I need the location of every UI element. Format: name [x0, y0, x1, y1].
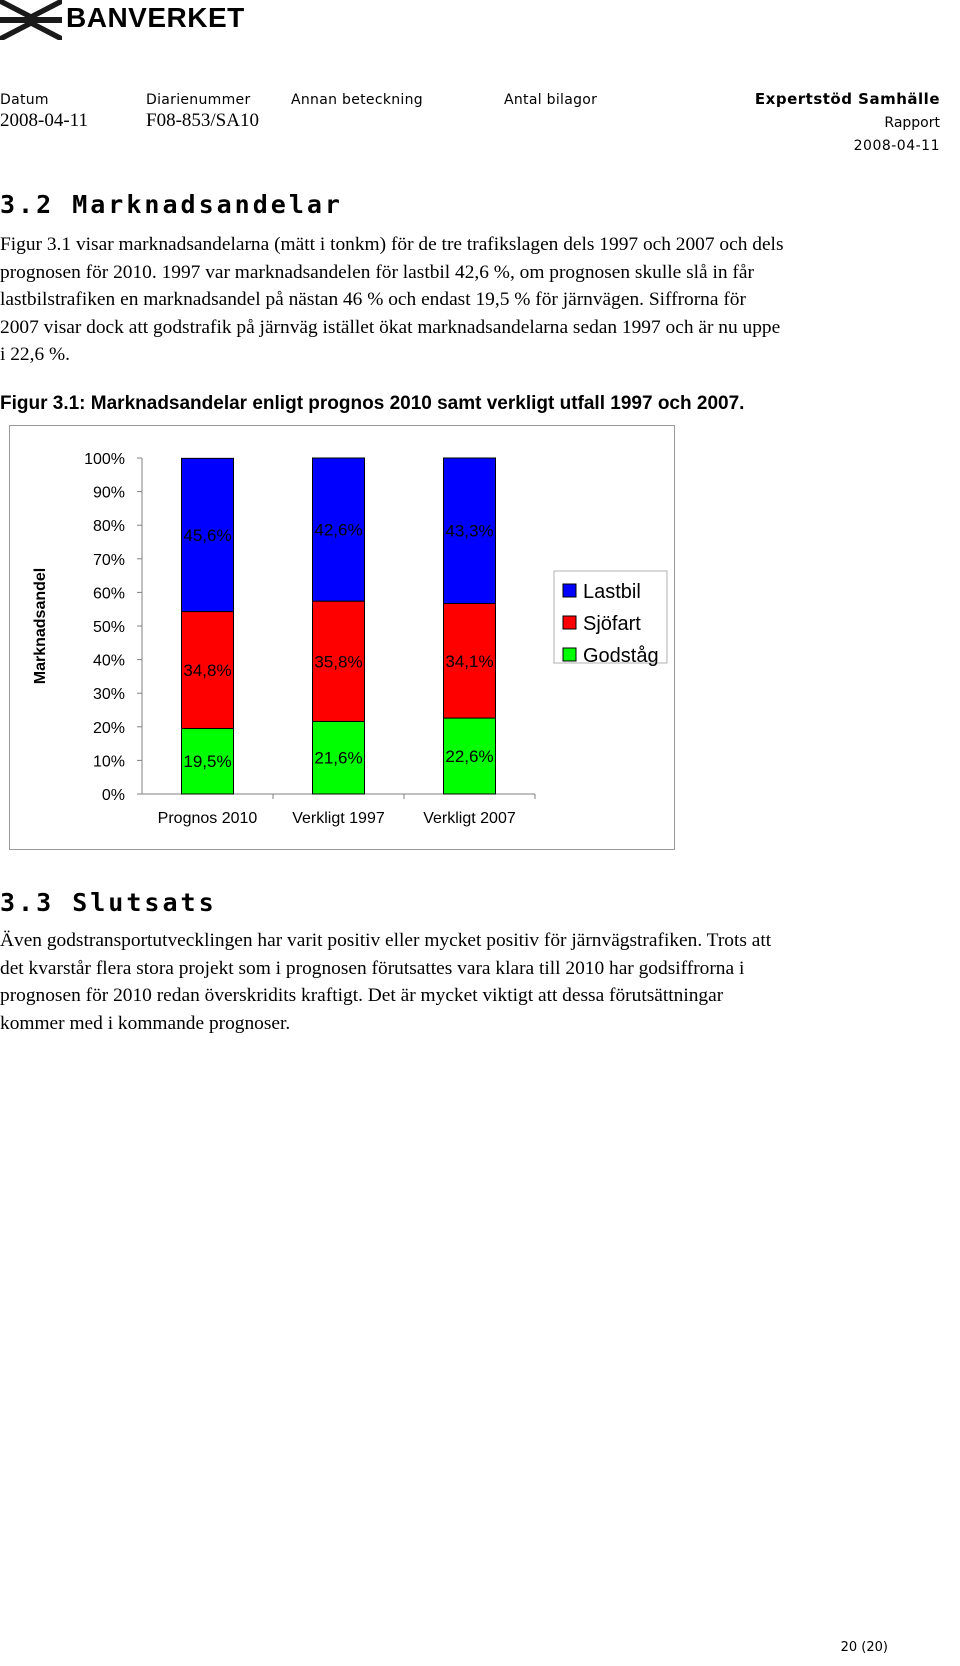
- label-diarienummer: Diarienummer: [146, 92, 251, 108]
- paragraph-line: 2007 visar dock att godstrafik på järnväg istället ökat marknadsandelarna sedan 1997 och är nu uppe: [0, 316, 781, 338]
- section-heading-3-3: 3.3 Slutsats: [0, 888, 217, 917]
- y-tick-label: 80%: [92, 518, 125, 536]
- market-share-chart: [9, 425, 675, 850]
- data-label: 22,6%: [445, 747, 494, 767]
- legend-swatch: [563, 616, 576, 629]
- x-tick-label: Verkligt 1997: [292, 810, 385, 827]
- logo-text: BANVERKET: [66, 2, 245, 33]
- y-tick-label: 30%: [92, 686, 125, 704]
- legend-label: Godståg: [583, 645, 659, 667]
- value-datum: 2008-04-11: [0, 110, 88, 131]
- data-label: 19,5%: [183, 752, 232, 772]
- y-tick-label: 60%: [92, 585, 125, 603]
- label-datum: Datum: [0, 92, 49, 108]
- y-tick-label: 90%: [92, 484, 125, 502]
- section-3-2-paragraph: [0, 231, 950, 369]
- paragraph-line: det kvarstår flera stora projekt som i prognosen förutsattes vara klara till 2010 har godsiffrorna i: [0, 957, 745, 979]
- y-tick-label: 40%: [92, 652, 125, 670]
- document-type: Rapport: [884, 115, 940, 131]
- banverket-logo-icon: [0, 0, 62, 40]
- figure-caption: Figur 3.1: Marknadsandelar enligt prognos 2010 samt verkligt utfall 1997 och 2007.: [0, 393, 745, 414]
- section-heading-3-2: 3.2 Marknadsandelar: [0, 190, 343, 219]
- legend-label: Lastbil: [583, 581, 641, 603]
- data-label: 34,1%: [445, 651, 494, 671]
- y-axis-title: Marknadsandel: [32, 567, 49, 685]
- label-antal-bilagor: Antal bilagor: [504, 92, 598, 108]
- paragraph-line: prognosen för 2010 redan överskridits kraftigt. Det är mycket viktigt att dessa förutsättningar: [0, 985, 724, 1006]
- data-label: 45,6%: [183, 525, 232, 545]
- page-number: 20 (20): [840, 1640, 888, 1655]
- department-title: Expertstöd Samhälle: [754, 90, 940, 108]
- y-tick-label: 20%: [92, 719, 125, 737]
- banverket-logo: [0, 0, 245, 40]
- legend-label: Sjöfart: [583, 613, 641, 635]
- y-tick-label: 70%: [92, 551, 125, 569]
- data-label: 42,6%: [314, 520, 363, 540]
- y-tick-label: 0%: [101, 787, 125, 804]
- paragraph-line: i 22,6 %.: [0, 344, 71, 365]
- document-date: 2008-04-11: [853, 138, 940, 154]
- paragraph-line: lastbilstrafiken en marknadsandel på nästan 46 % och endast 19,5 % för järnvägen. Siffrorna för: [0, 289, 746, 310]
- legend-swatch: [563, 648, 576, 661]
- x-tick-label: Prognos 2010: [157, 810, 258, 827]
- section-3-3-paragraph: [0, 927, 950, 1037]
- label-annan-beteckning: Annan beteckning: [291, 92, 423, 108]
- legend-swatch: [563, 584, 576, 597]
- paragraph-line: kommer med i kommande prognoser.: [0, 1012, 291, 1034]
- value-diarienummer: F08-853/SA10: [146, 110, 259, 131]
- paragraph-line: prognosen för 2010. 1997 var marknadsandelen för lastbil 42,6 %, om prognosen skulle slå in får: [0, 261, 754, 283]
- data-label: 21,6%: [314, 748, 363, 768]
- y-tick-label: 100%: [84, 451, 125, 468]
- y-tick-label: 10%: [92, 753, 125, 771]
- data-label: 35,8%: [314, 652, 363, 672]
- chart-canvas: [10, 426, 676, 851]
- data-label: 34,8%: [183, 661, 232, 681]
- y-tick-label: 50%: [92, 619, 125, 636]
- paragraph-line: Även godstransportutvecklingen har varit positiv eller mycket positiv för järnvägstrafiken. Trots att: [0, 930, 772, 951]
- paragraph-line: Figur 3.1 visar marknadsandelarna (mätt i tonkm) för de tre trafikslagen dels 1997 och 2007 och dels: [0, 234, 784, 255]
- data-label: 43,3%: [445, 521, 494, 541]
- x-tick-label: Verkligt 2007: [423, 810, 516, 827]
